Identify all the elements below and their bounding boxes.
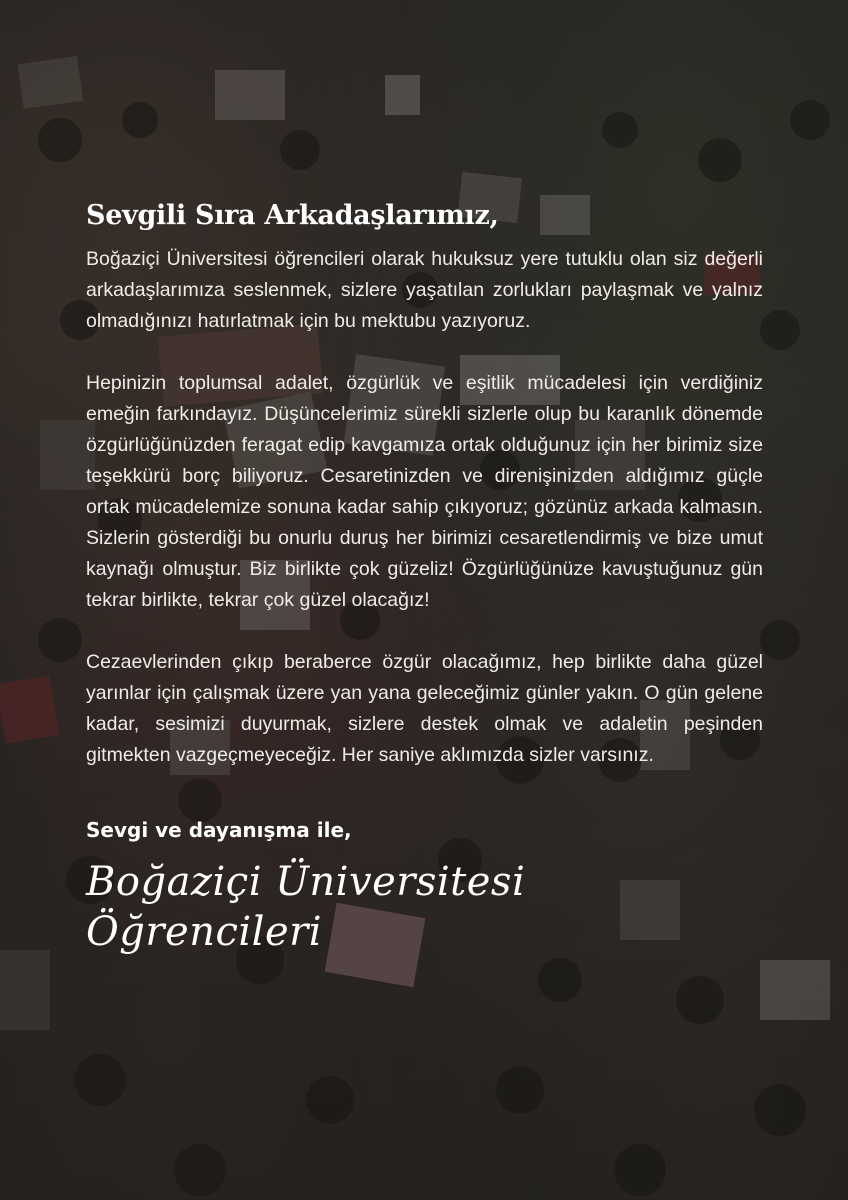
letter-paragraph-3: Cezaevlerinden çıkıp beraberce özgür olacağımız, hep birlikte daha güzel yarınlar için çalışmak üzere yan yana geleceğimiz günler yakın. O gün gelene kadar, sesimizi duyurmak, sizlere destek olmak ve adaletin peşinden gitmekten vazgeçmeyeceğiz. Her saniye aklımızda sizler varsınız.	[86, 651, 763, 766]
letter-greeting: Sevgili Sıra Arkadaşlarımız,	[86, 200, 499, 231]
letter-closing: Sevgi ve dayanışma ile,	[86, 818, 352, 842]
letter-paragraph-2: Hepinizin toplumsal adalet, özgürlük ve eşitlik mücadelesi için verdiğiniz emeğin farkındayız. Düşüncelerimiz sürekli sizlerle olup bu karanlık dönemde özgürlüğünüzden feragat edip kavgamıza ortak olduğunuz için her birimiz size teşekkürü borç biliyoruz. Cesaretinizden ve direnişinizden aldığımız güçle ortak mücadelemize sonuna kadar sahip çıkıyoruz; gözünüz arkada kalmasın. Sizlerin gösterdiği bu onurlu duruş her birimizi cesaretlendirmiş ve bize umut kaynağı olmuştur. Biz birlikte çok güzeliz! Özgürlüğünüze kavuştuğunuz gün tekrar birlikte, tekrar çok güzel olacağız!	[86, 372, 763, 611]
letter-body	[86, 196, 763, 957]
letter-paragraph-1: Boğaziçi Üniversitesi öğrencileri olarak hukuksuz yere tutuklu olan siz değerli arkadaşlarımıza seslenmek, sizlere yaşatılan zorlukları paylaşmak ve yalnız olmadığınızı hatırlatmak için bu mektubu yazıyoruz.	[86, 248, 763, 332]
letter-signature: Boğaziçi Üniversitesi Öğrencileri	[86, 859, 526, 955]
